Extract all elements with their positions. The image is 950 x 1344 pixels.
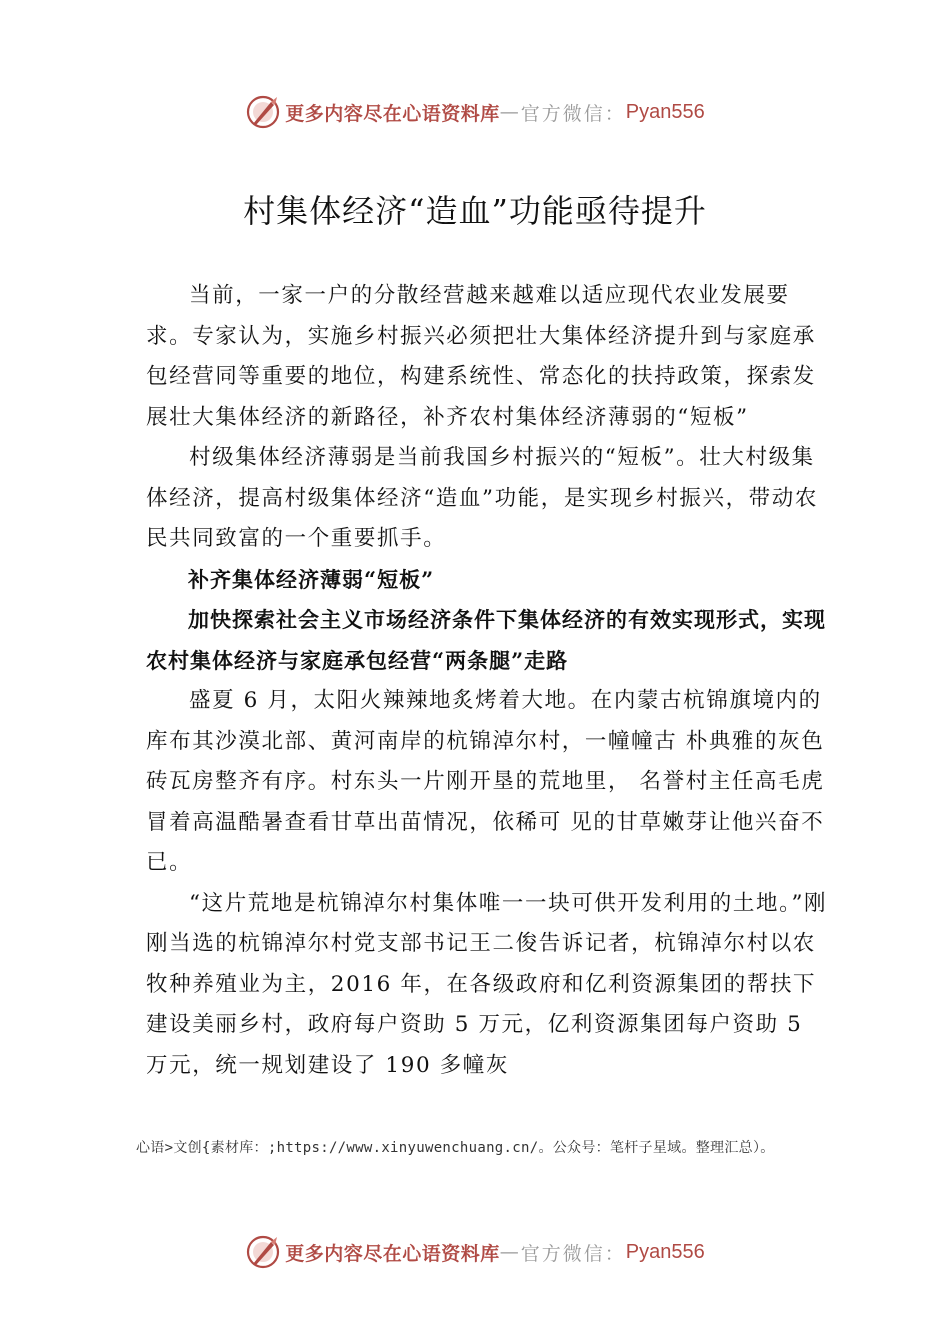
banner-wechat-id: Pyan556 <box>625 100 705 123</box>
quill-pen-logo-icon <box>245 1234 281 1270</box>
banner-wechat-label: 官方微信： <box>520 1242 626 1265</box>
banner-brand-text: 更多内容尽在心语资料库 <box>285 102 500 125</box>
article-title: 村集体经济“造血”功能亟待提升 <box>243 192 707 230</box>
banner-wechat-id: Pyan556 <box>625 1240 705 1263</box>
section-heading: 补齐集体经济薄弱“短板” <box>188 566 435 592</box>
source-footnote: 心语>文创{素材库：;https://www.xinyuwenchuang.cn/。公众号：笔杆子星域。整理汇总）。 <box>136 1140 775 1156</box>
footer-banner <box>0 1232 950 1272</box>
section-subheading: 加快探索社会主义市场经济条件下集体经济的有效实现形式，实现农村集体经济与家庭承包经营“两条腿”走路 <box>146 607 826 673</box>
paragraph-shortboard: 村级集体经济薄弱是当前我国乡村振兴的“短板”。壮大村级集体经济，提高村级集体经济“造血”功能，是实现乡村振兴，带动农民共同致富的一个重要抓手。 <box>146 445 818 551</box>
banner-wechat-label: 官方微信： <box>520 102 626 125</box>
article-body <box>146 276 831 1086</box>
banner-dash: — <box>499 101 521 123</box>
quill-pen-logo-icon <box>245 94 281 130</box>
header-banner <box>0 92 950 132</box>
banner-dash: — <box>499 1241 521 1263</box>
paragraph-intro: 当前，一家一户的分散经营越来越难以适应现代农业发展要求。专家认为，实施乡村振兴必须把壮大集体经济提升到与家庭承包经营同等重要的地位，构建系统性、常态化的扶持政策，探索发展壮大集体经济的新路径，补齐农村集体经济薄弱的“短板” <box>146 283 816 430</box>
paragraph-quote: “这片荒地是杭锦淖尔村集体唯一一块可供开发利用的土地。”刚刚当选的杭锦淖尔村党支部书记王二俊告诉记者，杭锦淖尔村以农牧种养殖业为主，2016 年，在各级政府和亿利资源集团的帮扶下建设美丽乡村，政府每户资助 5 万元，亿利资源集团每户资助 5 万元，统一规划建设了 190 多幢灰 <box>146 890 828 1078</box>
banner-brand-text: 更多内容尽在心语资料库 <box>285 1242 500 1265</box>
paragraph-summer: 盛夏 6 月，太阳火辣辣地炙烤着大地。在内蒙古杭锦旗境内的库布其沙漠北部、黄河南岸的杭锦淖尔村，一幢幢古 朴典雅的灰色砖瓦房整齐有序。村东头一片刚开垦的荒地里， 名誉村主任高毛虎冒着高温酷暑查看甘草出苗情况，依稀可 见的甘草嫩芽让他兴奋不已。 <box>146 688 825 875</box>
